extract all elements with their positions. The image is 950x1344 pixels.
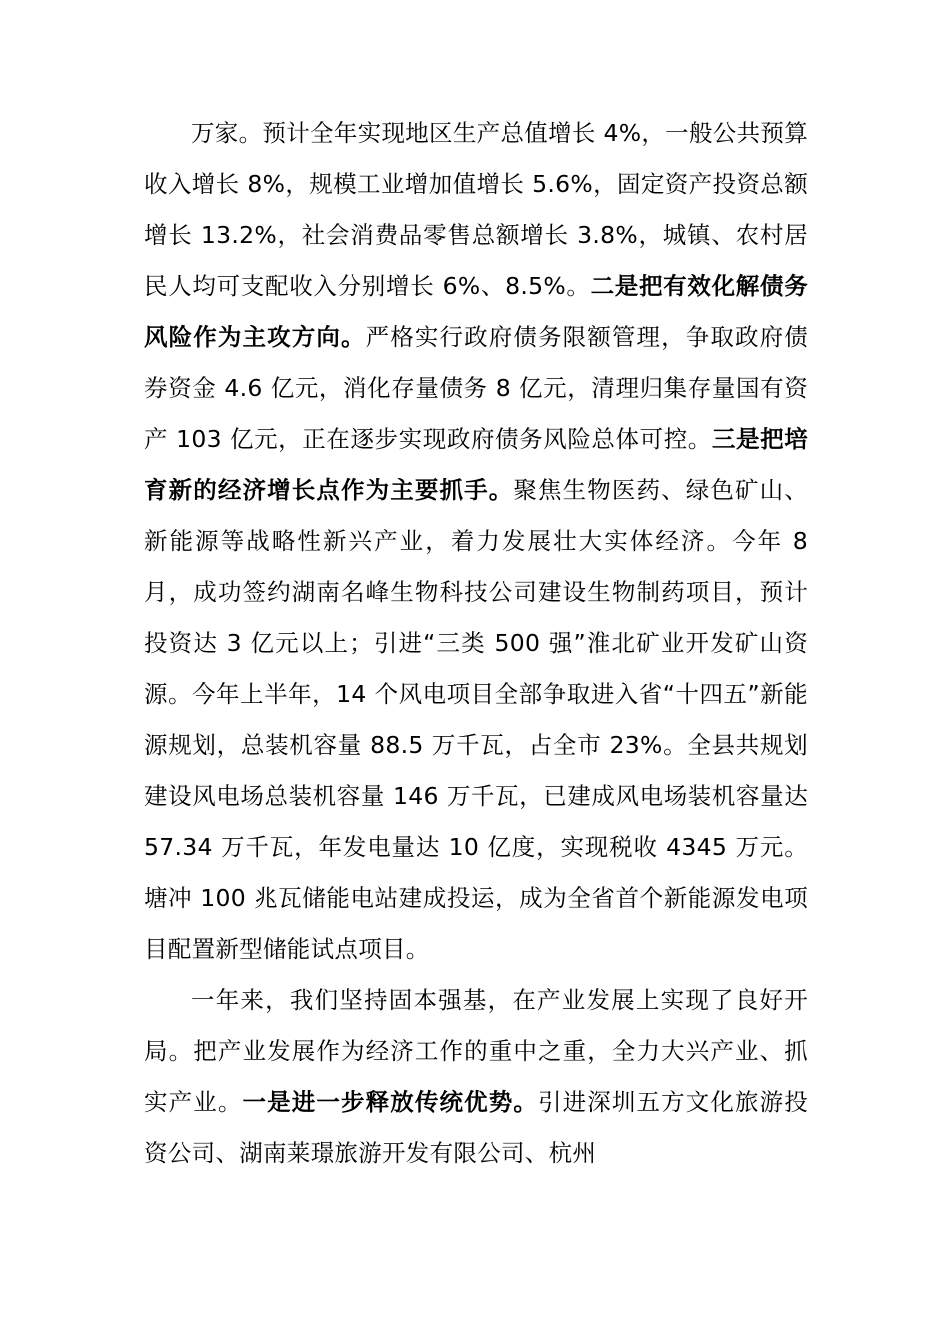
document-body: [144, 108, 808, 1179]
paragraph-2-text-2: 引进深圳五方文化旅游投资公司、湖南莱璟旅游开发有限公司、杭州: [144, 1088, 808, 1167]
paragraph-2-text-1: 一年来，我们坚持固本强基，在产业发展上实现了良好开局。把产业发展作为经济工作的重中之重，全力大兴产业、抓实产业。: [144, 986, 808, 1116]
paragraph-2: [144, 975, 808, 1179]
paragraph-1-heading-3: 三是把培育新的经济增长点作为主要抓手。: [144, 425, 809, 504]
paragraph-1: [144, 108, 808, 975]
paragraph-2-heading-1: 一是进一步释放传统优势。: [242, 1088, 538, 1116]
paragraph-1-text-2: 严格实行政府债务限额管理，争取政府债券资金 4.6 亿元，消化存量债务 8 亿元，清理归集存量国有资产 103 亿元，正在逐步实现政府债务风险总体可控。: [144, 323, 808, 453]
paragraph-1-text-1: 万家。预计全年实现地区生产总值增长 4%，一般公共预算收入增长 8%，规模工业增加值增长 5.6%，固定资产投资总额增长 13.2%，社会消费品零售总额增长 3.8%，城镇、农村居民人均可支配收入分别增长 6%、8.5%。: [144, 119, 808, 300]
paragraph-1-text-3: 聚焦生物医药、绿色矿山、新能源等战略性新兴产业，着力发展壮大实体经济。今年 8 月，成功签约湖南名峰生物科技公司建设生物制药项目，预计投资达 3 亿元以上；引进“三类 500 强”淮北矿业开发矿山资源。今年上半年，14 个风电项目全部争取进入省“十四五”新能源规划，总装机容量 88.5 万千瓦，占全市 23%。全县共规划建设风电场总装机容量 146 万千瓦，已建成风电场装机容量达 57.34 万千瓦，年发电量达 10 亿度，实现税收 4345 万元。塘冲 100 兆瓦储能电站建成投运，成为全省首个新能源发电项目配置新型储能试点项目。: [144, 476, 808, 963]
paragraph-1-heading-2: 二是把有效化解债务风险作为主攻方向。: [144, 272, 808, 351]
